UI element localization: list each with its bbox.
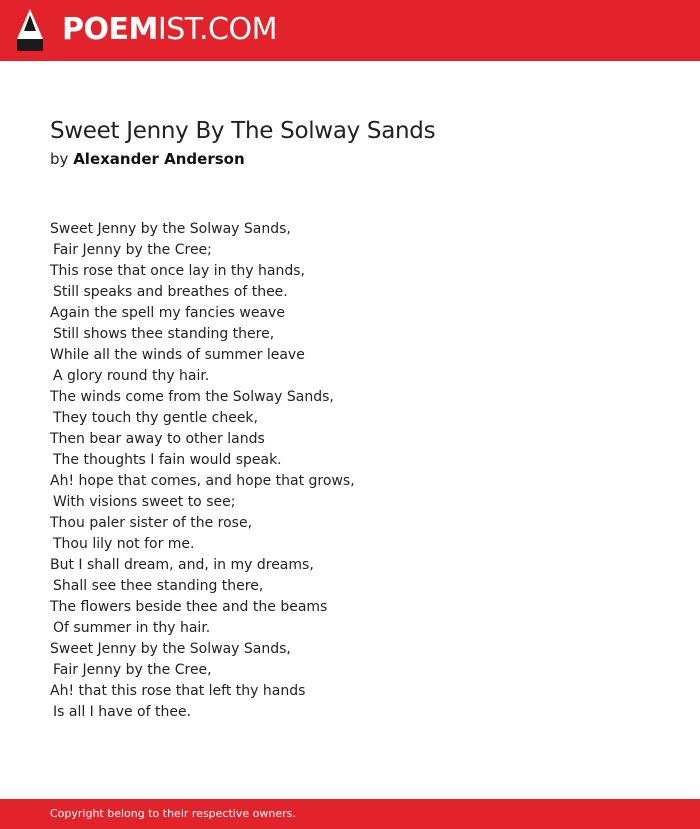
poem-line: The flowers beside thee and the beams [50, 599, 328, 615]
logo-bold-text: POEM [62, 12, 158, 47]
poem-line: Again the spell my fancies weave [50, 305, 285, 321]
poem-line: While all the winds of summer leave [50, 347, 305, 363]
poem-line: They touch thy gentle cheek, [53, 410, 258, 426]
poem-line: This rose that once lay in thy hands, [50, 263, 305, 279]
poem-line: Shall see thee standing there, [53, 578, 264, 594]
poem-line: The thoughts I fain would speak. [53, 452, 282, 468]
poem-line: Ah! that this rose that left thy hands [50, 683, 306, 699]
site-logo[interactable] [62, 12, 277, 48]
poem-line: A glory round thy hair. [53, 368, 210, 384]
poem-line: With visions sweet to see; [53, 494, 236, 510]
poem-line: Ah! hope that comes, and hope that grows, [50, 473, 355, 489]
poem-line: Sweet Jenny by the Solway Sands, [50, 221, 291, 237]
site-footer [0, 799, 700, 829]
poem-author: Alexander Anderson [73, 150, 245, 168]
poem-byline [50, 149, 245, 169]
poem-body [50, 219, 650, 723]
poem-line: Thou paler sister of the rose, [50, 515, 253, 531]
poem-line: Still shows thee standing there, [53, 326, 275, 342]
poem-line: Fair Jenny by the Cree, [53, 662, 212, 678]
by-label: by [50, 150, 69, 168]
pencil-tip-icon[interactable] [17, 9, 43, 51]
poem-line: But I shall dream, and, in my dreams, [50, 557, 314, 573]
copyright-text: Copyright belong to their respective owners. [50, 807, 296, 820]
poem-line: Thou lily not for me. [53, 536, 195, 552]
poem-line: Then bear away to other lands [50, 431, 265, 447]
poem-line: Of summer in thy hair. [53, 620, 211, 636]
poem-line: Fair Jenny by the Cree; [53, 242, 212, 258]
poem-line: Still speaks and breathes of thee. [53, 284, 288, 300]
site-header [0, 0, 700, 61]
poem-line: Is all I have of thee. [53, 704, 192, 720]
poem-title: Sweet Jenny By The Solway Sands [50, 118, 436, 144]
poem-line: Sweet Jenny by the Solway Sands, [50, 641, 291, 657]
logo-light-text: IST.COM [157, 12, 277, 47]
poem-line: The winds come from the Solway Sands, [50, 389, 334, 405]
